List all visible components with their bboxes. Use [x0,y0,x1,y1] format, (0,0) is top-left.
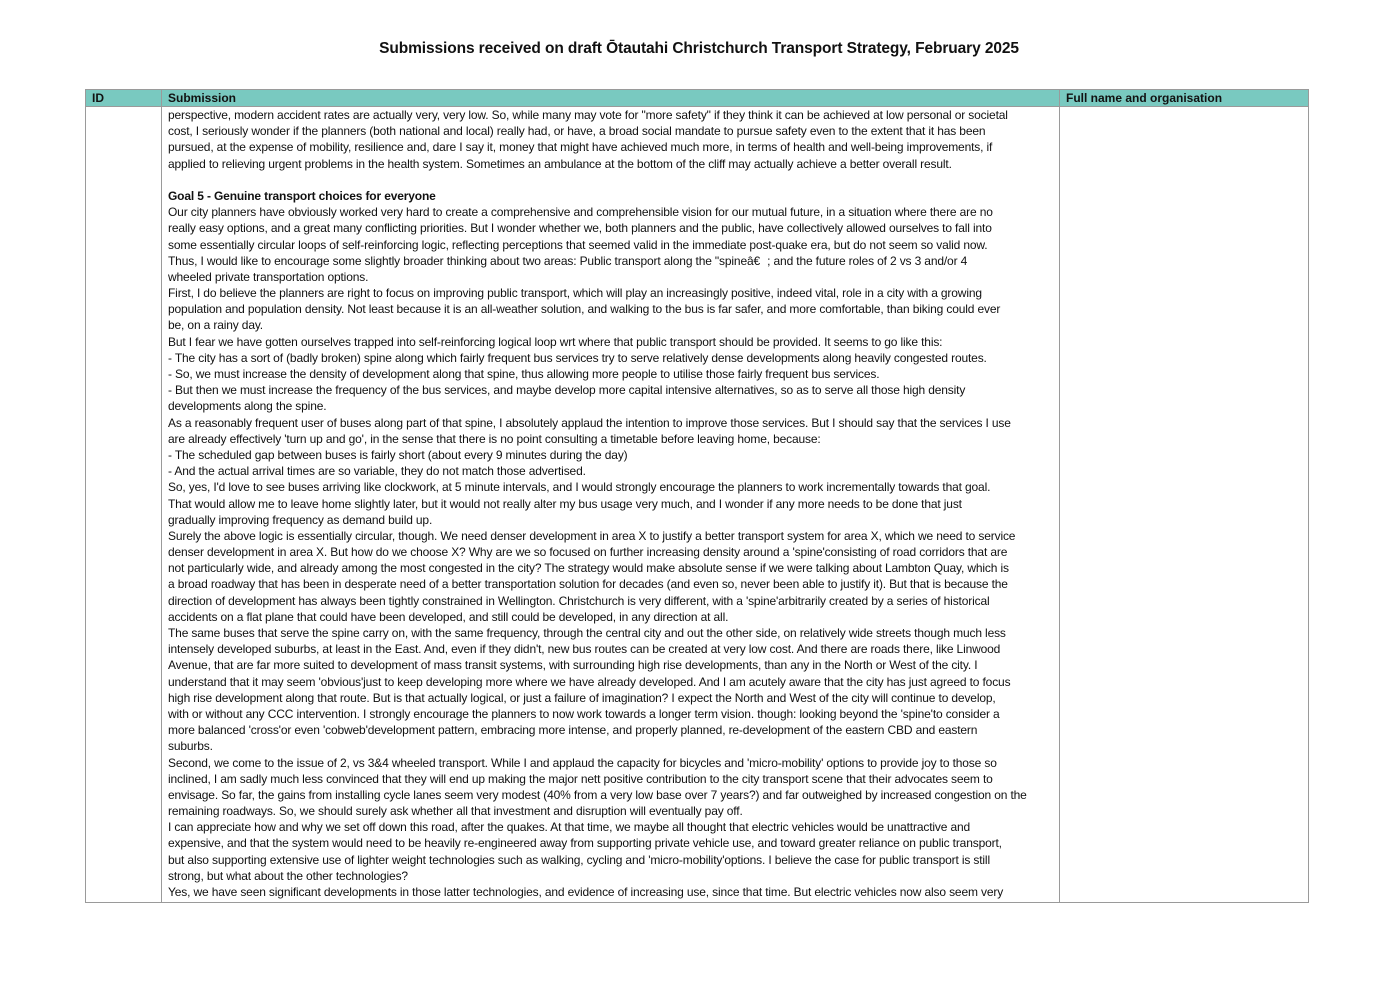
submission-line: First, I do believe the planners are right to focus on improving public transport, which will play an increasingly positive, indeed vital, role in a city with a growing [168,286,982,301]
column-divider-name [1059,90,1060,902]
submission-line: with or without any CCC intervention. I strongly encourage the planners to now work towards a longer term vision. though: looking beyond the 'spine'to consider a [168,706,1000,721]
submission-line: As a reasonably frequent user of buses along part of that spine, I absolutely applaud the intention to improve those services. But I should say that the services I use [168,415,1011,430]
submission-line: Thus, I would like to encourage some slightly broader thinking about two areas: Public transport along the "spineâ€; and the future roles of 2 vs 3 and/or 4 [168,253,968,268]
submission-line: But I fear we have gotten ourselves trapped into self-reinforcing logical loop wrt where that public transport should be provided. It seems to go like this: [168,334,943,349]
submission-line: That would allow me to leave home slightly later, but it would not really alter my bus usage very much, and I wonder if any more needs to be done that just [168,496,962,511]
submission-line: pursued, at the expense of mobility, resilience and, dare I say it, money that might have achieved much more, in terms of health and well-being improvements, if [168,140,993,155]
submission-line: accidents on a flat plane that could have been developed, and still could be developed, in any direction at all. [168,609,729,624]
submission-line: high rise development along that route. But is that actually logical, or just a failure of imagination? I expect the North and West of the city will continue to develop, [168,690,996,705]
submission-line: understand that it may seem 'obvious'just to keep developing more where we have already developed. And I am acutely aware that the city has just agreed to focus [168,674,1011,689]
submission-line: denser development in area X. But how do we choose X? Why are we so focused on further increasing density around a 'spine'consisting of road corridors that are [168,545,1008,560]
submission-line: Second, we come to the issue of 2, vs 3&4 wheeled transport. While I and applaud the capacity for bicycles and 'micro-mobility' options to provide joy to those so [168,755,997,770]
submission-line: inclined, I am sadly much less convinced that they will end up making the major nett positive contribution to the city transport scene that their advocates seem to [168,771,993,786]
submission-line: - The city has a sort of (badly broken) spine along which fairly frequent bus services try to serve relatively dense developments along heavily congested routes. [168,350,987,365]
submission-line: a broad roadway that has been in desperate need of a better transportation solution for decades (and even so, never been able to justify it). But that is because the [168,577,1008,592]
submission-line: remaining roadways. So, we should surely ask whether all that investment and disruption will eventually pay off. [168,804,743,819]
column-divider-id [161,90,162,902]
submission-line: be, on a rainy day. [168,318,263,333]
submission-line: Our city planners have obviously worked very hard to create a comprehensive and comprehensible vision for our mutual future, in a situation where there are no [168,205,993,220]
submission-line: suburbs. [168,739,213,754]
section-heading: Goal 5 - Genuine transport choices for everyone [168,188,436,203]
submission-line: - But then we must increase the frequency of the bus services, and maybe develop more capital intensive alternatives, so as to serve all those high density [168,383,966,398]
submissions-table [85,89,1309,903]
submission-line: are already effectively 'turn up and go', in the sense that there is no point consulting a timetable before leaving home, because: [168,431,821,446]
submission-line: strong, but what about the other technologies? [168,868,408,883]
submission-line: cost, I seriously wonder if the planners (both national and local) really had, or have, a broad social mandate to pursue safety even to the extent that it has been [168,124,986,139]
table-header-row [86,90,1308,107]
submission-line: - And the actual arrival times are so variable, they do not match those advertised. [168,464,586,479]
header-id: ID [92,91,104,105]
submission-line: Avenue, that are far more suited to development of mass transit systems, with surrounding high rise developments, than any in the North or West of the city. I [168,658,978,673]
header-submission: Submission [168,91,237,105]
header-full-name-organisation: Full name and organisation [1066,91,1223,105]
submission-line: perspective, modern accident rates are actually very, very low. So, while many may vote for "more safety" if they think it can be achieved at low personal or societal [168,108,1008,122]
submission-line: Yes, we have seen significant developments in those latter technologies, and evidence of increasing use, since that time. But electric vehicles now also seem very [168,885,1004,899]
submission-cell [168,107,1056,902]
submission-line: - So, we must increase the density of development along that spine, thus allowing more people to utilise those fairly frequent bus services. [168,367,880,381]
submission-line: direction of development has always been tightly constrained in Wellington. Christchurch is very different, with a 'spine'arbitrarily created by a series of historical [168,593,990,608]
submission-line [168,172,1056,188]
submission-line: Surely the above logic is essentially circular, though. We need denser development in area X to justify a better transport system for area X, which we need to service [168,528,1016,543]
submission-line: I can appreciate how and why we set off down this road, after the quakes. At that time, we maybe all thought that electric vehicles would be unattractive and [168,820,971,835]
submission-line: envisage. So far, the gains from installing cycle lanes seem very modest (40% from a very low base over 7 years?) and far outweighed by increased congestion on the [168,787,1027,802]
submission-line: intensely developed suburbs, at least in the East. And, even if they didn't, new bus routes can be created at very low cost. And there are roads there, like Linwood [168,642,1001,657]
submission-line: some essentially circular loops of self-reinforcing logic, reflecting perceptions that seemed valid in the immediate post-quake era, but do not seem so valid now. [168,237,988,252]
submission-line: - The scheduled gap between buses is fairly short (about every 9 minutes during the day) [168,447,628,462]
submission-line: not particularly wide, and already among the most congested in the city? The strategy would make absolute sense if we were talking about Lambton Quay, which is [168,561,1009,576]
submission-line: applied to relieving urgent problems in the health system. Sometimes an ambulance at the bottom of the cliff may actually achieve a better overall result. [168,156,952,171]
submission-line: developments along the spine. [168,399,327,414]
submission-line: but also supporting extensive use of lighter weight technologies such as walking, cycling and 'micro-mobility'options. I believe the case for public transport is still [168,852,990,867]
submission-line: The same buses that serve the spine carry on, with the same frequency, through the central city and out the other side, on relatively wide streets though much less [168,626,1006,640]
page-title: Submissions received on draft Ōtautahi Christchurch Transport Strategy, February 2025 [379,40,1019,57]
submission-line: gradually improving frequency as demand build up. [168,512,433,527]
submission-line: really easy options, and a great many conflicting priorities. But I wonder whether we, both planners and the public, have collectively allowed ourselves to fall into [168,221,992,236]
submission-line: population and population density. Not least because it is an all-weather solution, and walking to the bus is far safer, and more comfortable, than biking could ever [168,302,1001,317]
submission-line: So, yes, I'd love to see buses arriving like clockwork, at 5 minute intervals, and I would strongly encourage the planners to work incrementally towards that goal. [168,480,991,495]
submission-line: wheeled private transportation options. [168,269,369,284]
submission-line: more balanced 'cross'or even 'cobweb'development pattern, embracing more intense, and properly planned, re-development of the eastern CBD and eastern [168,723,978,738]
submission-line: expensive, and that the system would need to be heavily re-engineered away from supporting private vehicle use, and toward greater reliance on public transport, [168,836,1002,851]
